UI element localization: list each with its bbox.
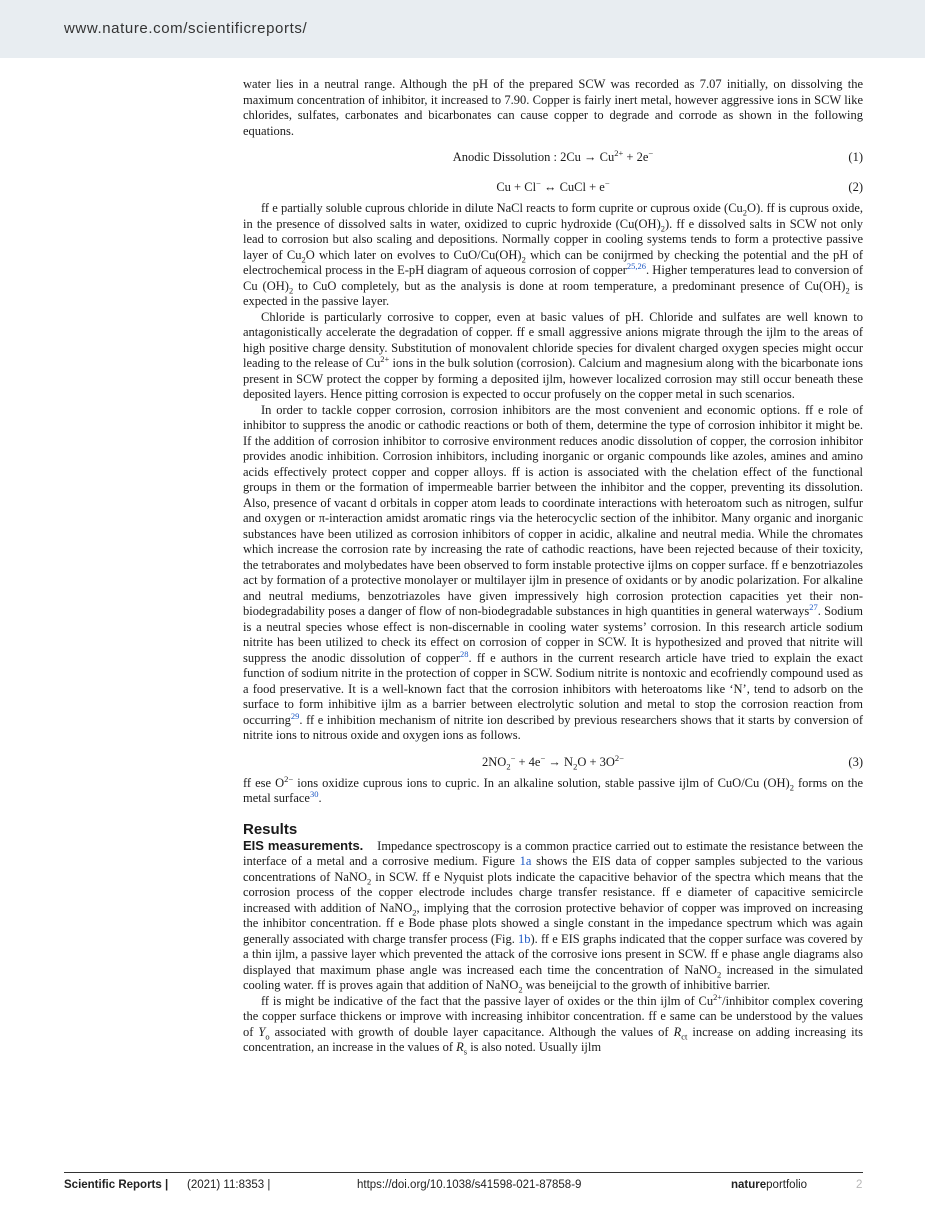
paragraph-eis: EIS measurements. Impedance spectroscopy is a common practice carried out to estimate the resistance between the interface of a metal and a corrosive medium. Figure 1a shows the EIS data of copper samples subjected to the various concentrations of NaNO$_2$ in SCW. ff e Nyquist plots indicate the capacitive behavior of the spectra which means that the corrosion process of the copper electrode includes charge transfer resistance. ff e diameter of capacitive semicircle increased with addition of NaNO$_2$, implying that the corrosion protective behavior of copper was improved on increasing the inhibitor concentration. ff e Bode phase plots showed a single constant in the impedance spectrum which was again generally associated with charge transfer process (Fig. 1b). ff e EIS graphs indicated that the copper surface was covered by a thin ijlm, a passive layer which prevented the attack of the corrosive ions present in SCW. ff e phase angle diagrams also displayed that maximum phase angle was increased each time the concentration of NaNO$_2$ increased in the simulated cooling water. ff is proves again that addition of NaNO$_2$ was beneijcial to the growth of inhibitive barrier.: [243, 837, 864, 995]
paragraph-cuprous-chloride: ff e partially soluble cuprous chloride in dilute NaCl reacts to form cuprite or cuprous oxide $(Cu_2O)$. ff is cuprous oxide, in the presence of dissolved salts in water, oxidized to cupric hydroxide $(Cu(OH)_2)$. ff e dissolved salts in SCW not only lead to corrosion but also scaling and depositions. Normally copper in cooling systems tends to form a protective passive layer of $Cu_2O$ which later on evolves to CuO/$Cu(OH)_2$ which can be conijrmed by checking the potential and the pH of electrochemical process in the E-pH diagram of aqueous corrosion of copper$^{25,26}$. Higher temperatures lead to conversion of Cu $(OH)_2$ to CuO completely, but as the analysis is done at room temperature, a predominant presence of $Cu(OH)_2$ is expected in the passive layer.: [243, 201, 864, 308]
citation-link[interactable]: 25,26: [626, 260, 647, 271]
citation-link[interactable]: 27: [809, 601, 818, 612]
equation-number: (2): [848, 180, 863, 194]
footer-doi-link[interactable]: https://doi.org/10.1038/s41598-021-87858-9: [357, 1179, 582, 1191]
paragraph-inhibitors: In order to tackle copper corrosion, corrosion inhibitors are the most convenient and economic options. ff e role of inhibitor to suppress the anodic or cathodic reactions or both of them, determine the type of corrosion inhibitor it might be. If the addition of corrosion inhibitor to corrosive environment reduces anodic dissolution of copper, the corrosion inhibitor provides anodic inhibition. Corrosion inhibitors, including inorganic or organic compounds like azoles, amines and amino acids effectively protect copper and copper alloys. ff is action is associated with the chelation effect of the functional groups in them or the formation of impermeable barrier between the inhibitor and the copper, preventing its dissolution. Also, presence of vacant d orbitals in copper atom leads to coordinate interactions with heteroatom such as nitrogen, sulfur and oxygen or π-interaction amidst aromatic rings via the heterocyclic section of the inhibitor. Many organic and inorganic substances have been utilized as corrosion inhibitors of copper in acidic, alkaline and neutral media. While the chromates which increase the corrosion rate by increasing the rate of cathodic reactions, have been rejected because of their toxicity, the tetraborates and molybedates have been observed to form instable protective ijlms on copper surface. ff e benzotriazoles act by formation of a protective monolayer or multilayer ijlm in presence of oxidants or by anodic polarization. For alkaline and neutral mediums, benzotriazoles have given impressively high corrosion protection capacities yet their non-biodegradability poses a danger of flow of non-biodegradable substances in high quantities in general waterways$^{27}$. Sodium is a neutral species whose effect is non-discernable in cooling water systems’ corrosion. In this research article sodium nitrite has been utilized to check its effect on corrosion of copper in SCW. It is hypothesized and proved that nitrite will suppress the anodic dissolution of copper$^{28}$. ff e authors in the current research article have tried to explain the exact function of sodium nitrite in the protection of copper in SCW. Sodium nitrite is nontoxic and ecofriendly compound used as a food preservative. It is a well-known fact that the corrosion inhibitors with heteroatoms like ‘N’, tend to adsorb on the surface to form inhibitive ijlm as a barrier between electrolytic solution and metal to stop the corrosion reaction from occurring$^{29}$. ff e inhibition mechanism of nitrite ion described by previous researchers shows that it starts by conversion of nitrite ions to nitrous oxide and oxygen ions as follows.: [243, 402, 863, 742]
citation-link[interactable]: 29: [290, 710, 300, 721]
footer-volume: (2021) 11:8353 |: [187, 1179, 271, 1191]
citation-link[interactable]: 30: [309, 788, 319, 799]
equation-number: (1): [848, 150, 863, 164]
intro-paragraph: water lies in a neutral range. Although the pH of the prepared SCW was recorded as 7.07 initially, on dissolving the maximum concentration of inhibitor, it increased to 7.90. Copper is fairly inert metal, however aggressive ions in SCW like chlorides, sulfates, carbonates and bicarbonates can cause copper to degrade and corrode as shown in the following equations.: [243, 77, 863, 138]
site-header-bar: [0, 0, 925, 58]
site-url[interactable]: www.nature.com/scientificreports/: [64, 20, 308, 37]
subsection-heading-eis: EIS measurements.: [243, 837, 364, 853]
footer-journal: Scientific Reports |: [64, 1179, 169, 1191]
equation-1: Anodic Dissolution : $2Cu \to Cu^{2+} + 2e^-$ (1): [243, 145, 863, 169]
footer-divider: [64, 1172, 863, 1173]
equation-3: $2NO_2^- + 4e^- \to N_2O + 3O^{2-}$ (3): [243, 750, 863, 774]
page-number: 2: [856, 1179, 863, 1191]
paragraph-oxide-ions: ff ese $O^{2-}$ ions oxidize cuprous ions to cupric. In an alkaline solution, stable passive ijlm of CuO/Cu $(OH)_2$ forms on the metal surface$^{30}$.: [243, 773, 864, 805]
paragraph-passive-layer: ff is might be indicative of the fact that the passive layer of oxides or the thin ijlm of $Cu^{2+}$/inhibitor complex covering the copper surface thickens or improve with increasing inhibitor concentration. ff e same can be understood by the values of $Y_o$ associated with growth of double layer capacitance. Although the values of $R_{ct}$ increase on adding increasing its concentration, an increase in the values of $R_s$ is also noted. Usually ijlm: [243, 991, 863, 1057]
figure-link-1b[interactable]: 1b: [518, 931, 531, 946]
article-body: [243, 77, 863, 1056]
figure-link-1a[interactable]: 1a: [519, 854, 532, 868]
equation-2: Cu + Cl− ↔ CuCl + e− (2): [243, 175, 863, 199]
equation-number: (3): [848, 754, 863, 769]
paragraph-chloride: Chloride is particularly corrosive to copper, even at basic values of pH. Chloride and sulfates are well known to antagonistically accelerate the degradation of copper. ff e small aggressive anions migrate through the ijlm to the areas of high positive charge density. Substitution of monovalent chloride species for divalent charged oxygen species might occur leading to the release of $Cu^{2+}$ ions in the bulk solution (corrosion). Calcium and magnesium along with the bicarbonate ions present in SCW protect the copper by forming a deposited ijlm, however localized corrosion may still occur beneath these deposited layers. Hence pitting corrosion is expected to occur profusely on the copper metal in such scenarios.: [243, 309, 863, 401]
section-heading-results: Results: [243, 820, 298, 838]
citation-link[interactable]: 28: [460, 648, 469, 659]
nature-portfolio-logo: natureportfolio: [731, 1179, 808, 1191]
